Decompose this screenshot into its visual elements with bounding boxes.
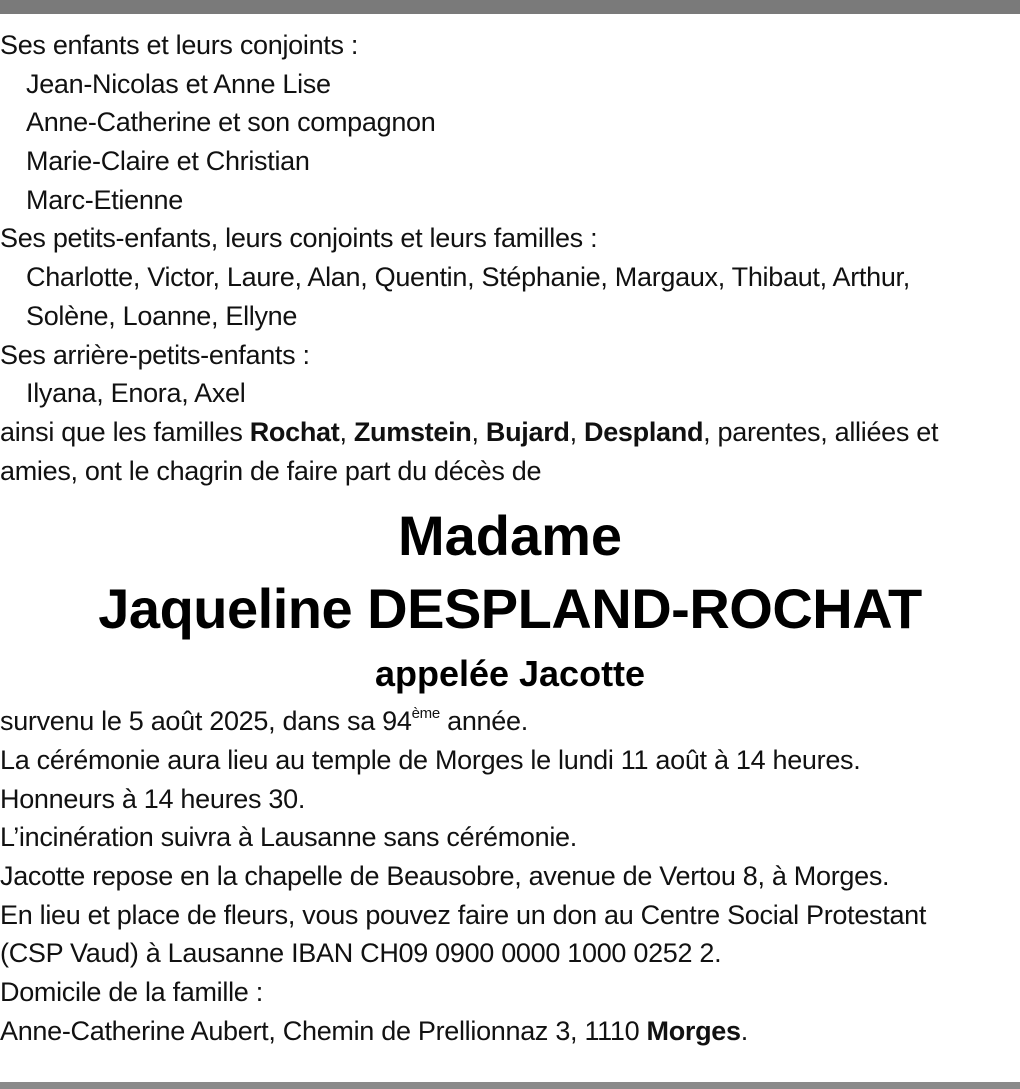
great-grandchildren: Ilyana, Enora, Axel [26, 378, 246, 409]
obituary-notice [0, 26, 1020, 1050]
domicile-end: . [740, 1015, 748, 1046]
bottom-divider [0, 1082, 1020, 1089]
family-bujard: Bujard [485, 416, 570, 447]
child-2: Anne-Catherine et son compagnon [26, 107, 436, 138]
children-heading: Ses enfants et leurs conjoints : [0, 30, 359, 60]
domicile-address: Anne-Catherine Aubert, Chemin de Prellionnaz 3, 1110 [0, 1015, 647, 1046]
child-4: Marc-Etienne [26, 184, 183, 215]
separator: , [339, 416, 354, 447]
ceremony-line: La cérémonie aura lieu au temple de Morges le lundi 11 août à 14 heures. [0, 744, 861, 775]
donation-line-1: En lieu et place de fleurs, vous pouvez faire un don au Centre Social Protestant [0, 899, 927, 930]
donation-line-2: (CSP Vaud) à Lausanne IBAN CH09 0900 0000 1000 0252 2. [0, 938, 722, 969]
death-suffix: année. [439, 706, 528, 737]
child-1: Jean-Nicolas et Anne Lise [26, 68, 331, 99]
families-intro: ainsi que les familles [0, 416, 250, 447]
grandchildren-line-2: Solène, Loanne, Ellyne [26, 300, 298, 331]
top-divider [0, 0, 1020, 14]
separator: , [471, 416, 486, 447]
domicile-address-line [0, 1012, 1020, 1051]
grandchildren-line-1: Charlotte, Victor, Laure, Alan, Quentin, Stéphanie, Margaux, Thibaut, Arthur, [26, 262, 910, 293]
death-prefix: survenu le 5 août 2025, dans sa 94 [0, 706, 412, 737]
child-3: Marie-Claire et Christian [26, 146, 310, 177]
great-grandchildren-heading: Ses arrière-petits-enfants : [0, 339, 310, 370]
deceased-name: Jaqueline DESPLAND-ROCHAT [98, 577, 922, 641]
domicile-town: Morges [646, 1015, 741, 1046]
families-line-2: amies, ont le chagrin de faire part du décès de [0, 455, 542, 486]
family-zumstein: Zumstein [353, 416, 472, 447]
honours-line: Honneurs à 14 heures 30. [0, 783, 306, 814]
deceased-nickname: appelée Jacotte [374, 653, 646, 695]
ordinal-suffix: ème [411, 705, 440, 723]
families-line [0, 413, 1020, 452]
cremation-line: L’incinération suivra à Lausanne sans cérémonie. [0, 822, 577, 853]
family-rochat: Rochat [249, 416, 340, 447]
separator: , [569, 416, 585, 447]
rest-line: Jacotte repose en la chapelle de Beausobre, avenue de Vertou 8, à Morges. [0, 861, 890, 891]
family-despland: Despland [584, 416, 704, 447]
grandchildren-heading: Ses petits-enfants, leurs conjoints et leurs familles : [0, 223, 598, 254]
domicile-heading: Domicile de la famille : [0, 977, 263, 1008]
families-outro: , parentes, alliées et [703, 416, 939, 447]
death-date-line [0, 702, 1020, 741]
deceased-title: Madame [397, 504, 623, 568]
deceased-block [0, 500, 1020, 702]
